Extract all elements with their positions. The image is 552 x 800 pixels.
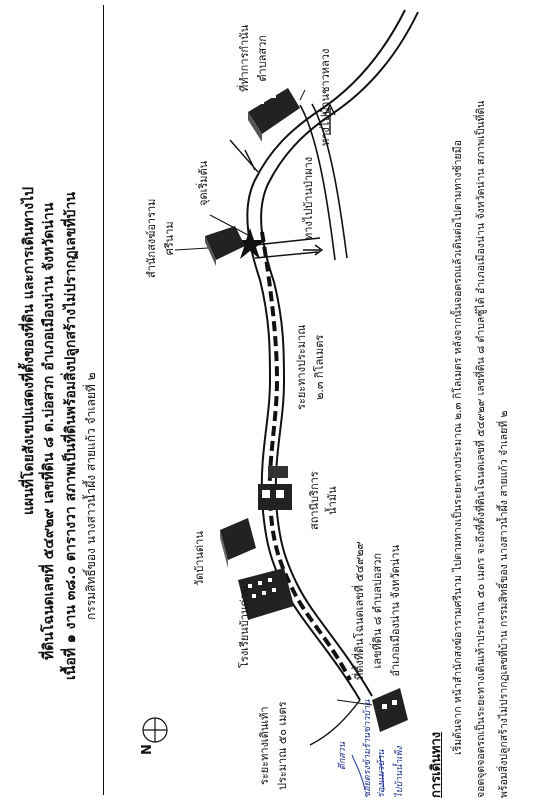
label-distance-main: ระยะทางประมาณ ๒.๓ กิโลเมตร (295, 324, 326, 410)
header-line-4: กรรมสิทธิ์ของ นางสาวน้ำผึ้ง สายแก้ว จำเลยที่ ๒ (84, 372, 98, 620)
monk-office-building (205, 226, 245, 266)
directions-text-1: เริ่มต้นจาก หน้าสำนักสงฆ์อารามศรีนาม ไปตามทางเป็นระยะทางประมาณ ๒.๓ กิโลเมตร หลังจากนั้นจอดรถแล้วเดินต่อไปตามทางซ้ายมือ (452, 140, 464, 755)
label-service-station: สถานีบริการ น้ำมัน (308, 471, 339, 530)
compass-n-label: N (140, 744, 155, 755)
label-walk-distance: ระยะทางเดินเท้า ประมาณ ๕๐ เมตร (258, 701, 289, 790)
compass-icon (143, 718, 167, 742)
temple-building (220, 518, 256, 568)
header-line-3: เนื้อที่ ๑ งาน ๓๘.๐ ตารางวา สภาพเป็นที่ดินพร้อมสิ่งปลูกสร้างไม่ปรากฏเลขที่บ้าน (63, 191, 79, 680)
label-district-office: ที่ทำการกำนัน ตำบลสวก (238, 24, 269, 92)
label-temple: วัดบ้านด่าน (193, 531, 206, 586)
handwritten-note-1: ตึกสวน (338, 742, 348, 770)
directions-text-3: พร้อมสิ่งปลูกสร้างไม่ปรากฏเลขที่บ้าน กรรมสิทธิ์ของ นางสาวน้ำผึ้ง สายแก้ว จำเลยที่ ๒ (498, 410, 510, 798)
label-to-ban-pa-mang: ทางไปบ้านป่าผาง (302, 156, 315, 240)
district-office-building (248, 88, 300, 142)
label-parcel: ที่ตั้งที่ดินโฉนดเลขที่ ๕๔๙๒๙ เลขที่ดิน ๘ ตำบลบ่อสวก อำเภอเมืองน่าน จังหวัดน่าน (353, 541, 402, 680)
directions-text-2: จอดจุดจอดรถเป็นระยะทางเดินเท้าประมาณ ๕๐ เมตร จะถึงที่ตั้งที่ดินโฉนดเลขที่ ๕๔๙๒๙ เลขที่ดิน ๘ ตำบลซู้ได้ อำเภอเมืองน่าน จังหวัดน่าน สภาพเป็นที่ดิน (475, 100, 487, 798)
label-monk-office: สำนักสงฆ์อาราม ศรีนาม (145, 198, 176, 278)
directions-label: การเดินทาง (429, 731, 444, 798)
header-line-1: แผนที่โดยสังเขปแสดงที่ตั้งของที่ดิน และการเดินทางไป (21, 187, 37, 515)
label-start-point: จุดเริ่มต้น (197, 160, 210, 206)
handwritten-note-2: ซอยตรงข้ามร้านข่าวบ้าน ร่องแมวบ้าน (363, 699, 387, 798)
label-to-ban-chao-luang: ทางไปบ้านชาวหลวง (319, 48, 332, 146)
handwritten-note-3: ไปบ้านน้ำเพ็ง (395, 746, 405, 798)
label-school: โรงเรียนบ้านด่าน (238, 585, 251, 668)
header-line-2: ที่ดินโฉนดเลขที่ ๕๔๙๒๙ เลขที่ดิน ๘ ต.บ่อสวก อำเภอเมืองน่าน จังหวัดน่าน (41, 202, 57, 660)
